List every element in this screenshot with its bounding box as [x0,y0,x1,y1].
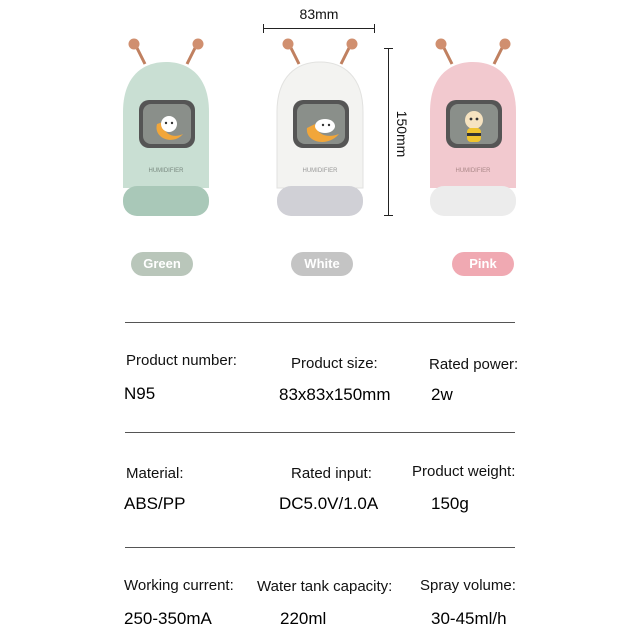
spec-label: Material: [126,465,184,482]
humidifier-white-image [265,38,375,224]
color-option-green[interactable]: Green [131,252,193,276]
svg-text:HUMIDIFIER: HUMIDIFIER [302,168,338,174]
spec-label: Product number: [126,352,237,369]
spec-label: Rated input: [291,465,372,482]
divider [125,322,515,323]
height-dimension-line [384,48,394,216]
spec-value: 30-45ml/h [431,609,507,628]
svg-text:HUMIDIFIER: HUMIDIFIER [455,168,491,174]
humidifier-green-image [111,38,221,224]
height-dimension-label: 150mm [394,110,410,158]
spec-label: Rated power: [429,356,519,373]
svg-text:HUMIDIFIER: HUMIDIFIER [148,168,184,174]
spec-value: 2w [431,385,453,404]
spec-value: DC5.0V/1.0A [279,494,379,513]
humidifier-pink-image [418,38,528,224]
spec-label: Product size: [291,355,378,372]
spec-value: 250-350mA [124,609,212,628]
spec-value: ABS/PP [124,494,186,513]
color-option-pink[interactable]: Pink [452,252,514,276]
color-option-white[interactable]: White [291,252,353,276]
spec-value: 220ml [280,609,327,628]
divider [125,432,515,433]
spec-label: Water tank capacity: [257,578,393,595]
spec-label: Product weight: [412,463,516,480]
divider [125,547,515,548]
spec-label: Working current: [124,577,234,594]
width-dimension-label: 83mm [299,6,339,22]
spec-label: Spray volume: [420,577,516,594]
spec-value: 83x83x150mm [279,385,391,404]
spec-value: N95 [124,384,156,403]
spec-value: 150g [431,494,469,513]
